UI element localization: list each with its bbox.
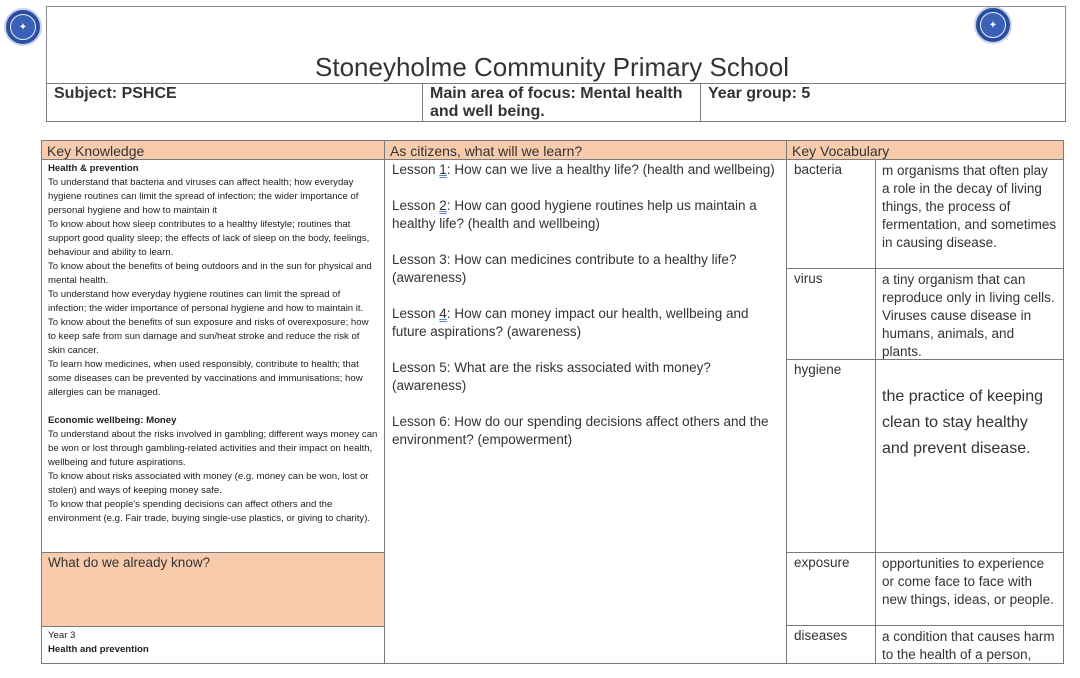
lesson-item: Lesson 5: What are the risks associated with money? (awareness) <box>392 360 711 393</box>
lessons-cell <box>384 159 787 664</box>
vocab-definition: m organisms that often play a role in the decay of living things, the process of fermentation, and sometimes in causing disease. <box>875 159 1064 269</box>
vocab-term: diseases <box>786 625 876 664</box>
year3-cell <box>41 626 385 664</box>
vocab-definition: the practice of keeping clean to stay healthy and prevent disease. <box>875 359 1064 553</box>
year3-heading: Health and prevention <box>48 644 149 655</box>
knowledge-item: To know about risks associated with money (e.g. money can be won, lost or stolen) and ways of keeping money safe. <box>48 471 369 496</box>
year3-label: Year 3 <box>48 630 76 641</box>
key-knowledge-header: Key Knowledge <box>41 140 385 160</box>
lesson-item: Lesson 3: How can medicines contribute to a healthy life? (awareness) <box>392 252 737 285</box>
money-heading: Economic wellbeing: Money <box>48 415 177 426</box>
lesson-item: Lesson 2: How can good hygiene routines help us maintain a healthy life? (health and wellbeing) <box>392 198 757 231</box>
knowledge-item: To understand about the risks involved in gambling; different ways money can be won or lost through gambling-related activities and their impact on health, wellbeing and future aspirations. <box>48 429 378 468</box>
health-prevention-heading: Health & prevention <box>48 163 139 174</box>
knowledge-item: To understand how everyday hygiene routines can limit the spread of infection; the wider importance of personal hygiene and how to maintain it. <box>48 289 364 314</box>
vocab-definition: a condition that causes harm to the health of a person, <box>875 625 1064 664</box>
knowledge-item: To understand that bacteria and viruses can affect health; how everyday hygiene routines can limit the spread of infection; the wider importance of personal hygiene and how to maintain it <box>48 177 359 216</box>
knowledge-item: To know that people's spending decisions can affect others and the environment (e.g. Fair trade, buying single-use plastics, or giving to charity). <box>48 499 371 524</box>
knowledge-item: To know about how sleep contributes to a healthy lifestyle; routines that support good quality sleep; the effects of lack of sleep on the body, feelings, behaviour and ability to learn. <box>48 219 370 258</box>
school-title: Stoneyholme Community Primary School <box>315 52 789 82</box>
focus-cell: Main area of focus: Mental health and well being. <box>422 83 701 122</box>
already-know-cell: What do we already know? <box>41 552 385 627</box>
lesson-item: Lesson 1: How can we live a healthy life? (health and wellbeing) <box>392 162 775 177</box>
school-logo-left <box>4 8 42 46</box>
lesson-item: Lesson 4: How can money impact our health, wellbeing and future aspirations? (awareness) <box>392 306 749 339</box>
vocab-definition: opportunities to experience or come face to face with new things, ideas, or people. <box>875 552 1064 626</box>
crest-icon: ✦ <box>980 12 1006 38</box>
vocab-term: bacteria <box>786 159 876 269</box>
crest-icon: ✦ <box>10 14 36 40</box>
vocab-definition: a tiny organism that can reproduce only in living cells. Viruses cause disease in humans, animals, and plants. <box>875 268 1064 360</box>
knowledge-item: To know about the benefits of being outdoors and in the sun for physical and mental health. <box>48 261 372 286</box>
knowledge-item: To learn how medicines, when used responsibly, contribute to health; that some diseases can be prevented by vaccinations and immunisations; how allergies can be managed. <box>48 359 363 398</box>
knowledge-item: To know about the benefits of sun exposure and risks of overexposure; how to keep safe from sun damage and sun/heat stroke and reduce the risk of skin cancer. <box>48 317 369 356</box>
year-group-cell: Year group: 5 <box>700 83 1066 122</box>
citizens-header: As citizens, what will we learn? <box>384 140 787 160</box>
vocabulary-header: Key Vocabulary <box>786 140 1064 160</box>
vocab-term: virus <box>786 268 876 360</box>
vocab-term: hygiene <box>786 359 876 553</box>
key-knowledge-cell <box>41 159 385 553</box>
vocab-term: exposure <box>786 552 876 626</box>
subject-cell: Subject: PSHCE <box>46 83 423 122</box>
lesson-item: Lesson 6: How do our spending decisions affect others and the environment? (empowerment) <box>392 414 769 447</box>
